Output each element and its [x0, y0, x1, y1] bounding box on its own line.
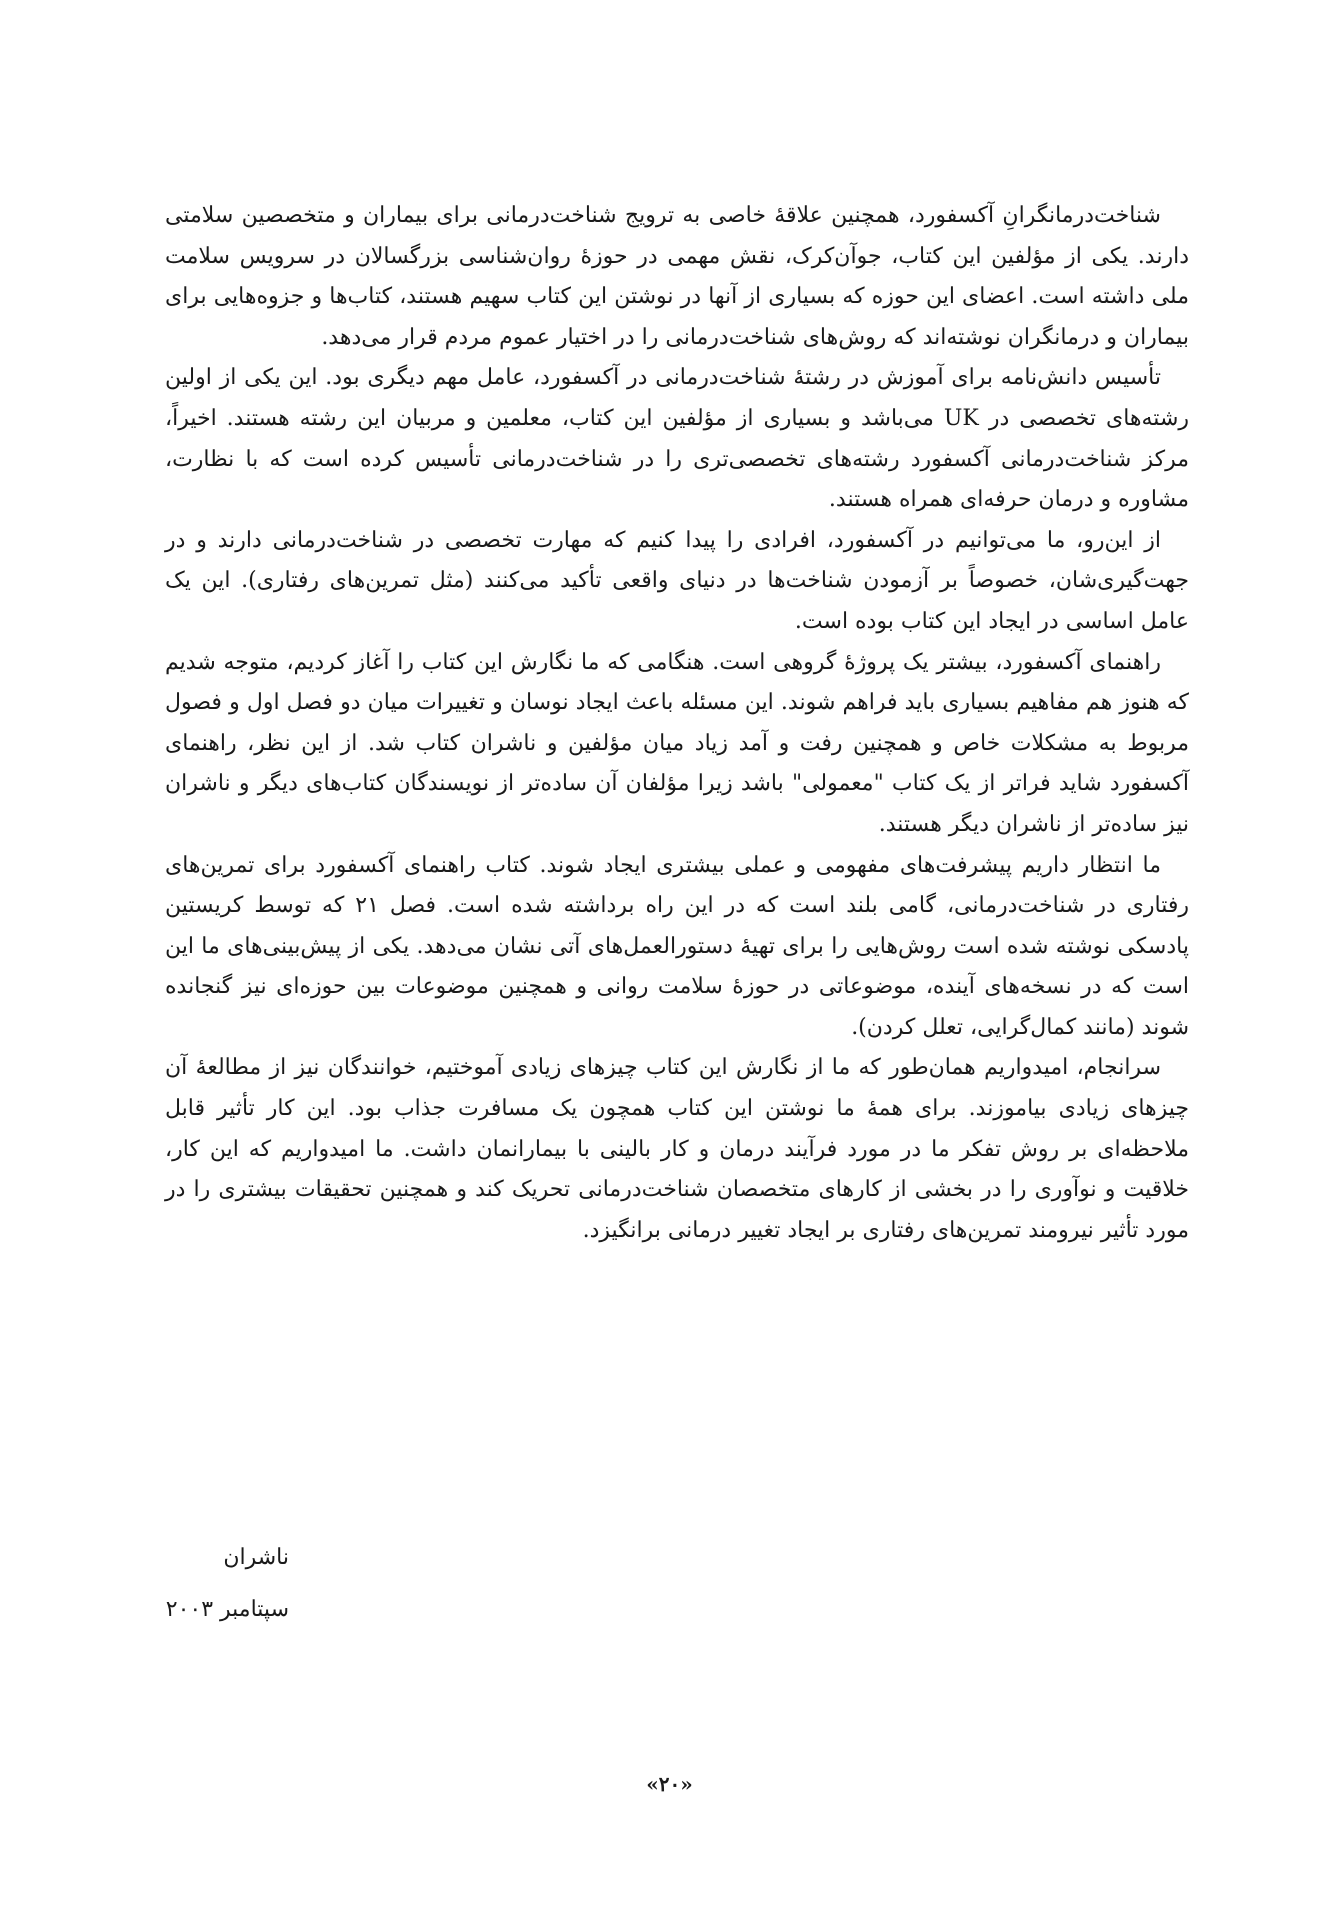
paragraph: از این‌رو، ما می‌توانیم در آکسفورد، افرادی را پیدا کنیم که مهارت تخصصی در شناخت‌درمانی دارند و در جهت‌گیری‌شان، خصوصاً بر آزمودن شناخت‌ها در دنیای واقعی تأکید می‌کنند (مثل تمرین‌های رفتاری). این یک عامل اساسی در ایجاد این کتاب بوده است. — [165, 527, 1189, 634]
signature-block — [166, 1532, 289, 1636]
paragraph: شناخت‌درمانگرانِ آکسفورد، همچنین علاقهٔ خاصی به ترویج شناخت‌درمانی برای بیماران و متخصصین سلامتی دارند. یکی از مؤلفین این کتاب، جوآن‌کرک، نقش مهمی در حوزهٔ روان‌شناسی بزرگسالان در سرویس سلامت ملی داشته است. اعضای این حوزه که بسیاری از آنها در نوشتن این کتاب سهیم هستند، کتاب‌ها و جزوه‌هایی برای بیماران و درمانگران نوشته‌اند که روش‌های شناخت‌درمانی را در اختیار عموم مردم قرار می‌دهد. — [165, 203, 1189, 350]
paragraph: سرانجام، امیدواریم همان‌طور که ما از نگارش این کتاب چیزهای زیادی آموختیم، خوانندگان نیز از مطالعهٔ آن چیزهای زیادی بیاموزند. برای همهٔ ما نوشتن این کتاب همچون یک مسافرت جذاب بود. این کار تأثیر قابل ملاحظه‌ای بر روش تفکر ما در مورد فرآیند درمان و کار بالینی با بیمارانمان داشت. ما امیدواریم که این کار، خلاقیت و نوآوری را در بخشی از کارهای متخصصان شناخت‌درمانی تحریک کند و همچنین تحقیقات بیشتری را در مورد تأثیر نیرومند تمرین‌های رفتاری بر ایجاد تغییر درمانی برانگیزد. — [165, 1055, 1190, 1243]
body-text — [165, 196, 1189, 1251]
paragraph: تأسیس دانش‌نامه برای آموزش در رشتهٔ شناخت‌درمانی در آکسفورد، عامل مهم دیگری بود. این یکی از اولین رشته‌های تخصصی در UK می‌باشد و بسیاری از مؤلفین این کتاب، معلمین و مربیان این رشته هستند. اخیراً، مرکز شناخت‌درمانی آکسفورد رشته‌های تخصصی‌تری را در شناخت‌درمانی تأسیس کرده است که با نظارت، مشاوره و درمان حرفه‌ای همراه هستند. — [165, 365, 1190, 513]
signature-name: ناشران — [223, 1545, 289, 1570]
paragraph: راهنمای آکسفورد، بیشتر یک پروژهٔ گروهی است. هنگامی که ما نگارش این کتاب را آغاز کردیم، متوجه شدیم که هنوز هم مفاهیم بسیاری باید فراهم شوند. این مسئله باعث ایجاد نوسان و تغییرات میان دو فصل اول و فصول مربوط به مشکلات خاص و همچنین رفت و آمد زیاد میان مؤلفین و ناشران کتاب شد. از این نظر، راهنمای آکسفورد شاید فراتر از یک کتاب "معمولی" باشد زیرا مؤلفان آن ساده‌تر از نویسندگان کتاب‌های دیگر و ناشران نیز ساده‌تر از ناشران دیگر هستند. — [165, 649, 1189, 837]
page-number: «۲۰» — [646, 1772, 693, 1796]
signature-date: سپتامبر ۲۰۰۳ — [165, 1597, 289, 1622]
paragraph: ما انتظار داریم پیشرفت‌های مفهومی و عملی بیشتری ایجاد شوند. کتاب راهنمای آکسفورد برای تمرین‌های رفتاری در شناخت‌درمانی، گامی بلند است که در این راه برداشته شده است. فصل ۲۱ که توسط کریستین پادسکی نوشته شده است روش‌هایی را برای تهیهٔ دستورالعمل‌های آتی نشان می‌دهد. یکی از پیش‌بینی‌های ما این است که در نسخه‌های آینده، موضوعاتی در حوزهٔ سلامت روانی و همچنین موضوعات بین حوزه‌ای نیز گنجانده شوند (مانند کمال‌گرایی، تعلل کردن). — [165, 852, 1189, 1040]
